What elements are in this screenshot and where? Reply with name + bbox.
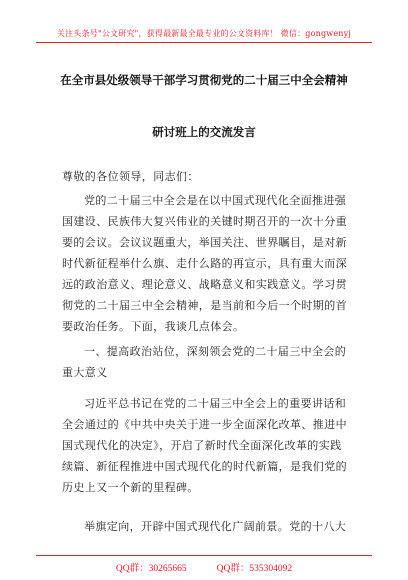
text-line: 彻党的二十届三中全会精神，是当前和今后一个时期的首 [62, 299, 347, 312]
header-banner: 关注头条号"公文研究"，获得最新最全最专业的公文资料库！ 微信：gongwenyj [56, 29, 352, 38]
footer-contact [0, 560, 408, 574]
text-line: 要政治任务。下面，我谈几点体会。 [62, 320, 245, 333]
text-line: 党的二十届三中全会是在以中国式现代化全面推进强 [84, 194, 347, 207]
section-heading-1 [62, 341, 350, 383]
footer-divider [36, 555, 372, 556]
paragraph-section-1 [62, 393, 350, 498]
text-line: 举旗定向，开辟中国式现代化广阔前景。党的十八大 [84, 520, 347, 533]
text-line: 一、提高政治站位，深刻领会党的二十届三中全会的 [84, 345, 347, 358]
footer-qq-group-1: QQ群：30265665 [115, 564, 187, 574]
text-line: 国建设、民族伟大复兴伟业的关键时期召开的一次十分重 [62, 215, 347, 228]
text-line: 远的政治意义、理论意义、战略意义和实践意义。学习贯 [62, 278, 347, 291]
text-line: 续篇、新征程推进中国式现代化的时代新篇，是我们党的 [62, 460, 347, 473]
text-line: 时代新征程举什么旗、走什么路的再宣示，具有重大而深 [62, 257, 347, 270]
salutation: 尊敬的各位领导，同志们： [62, 170, 199, 183]
footer-qq-group-2: QQ群：535304092 [216, 564, 293, 574]
text-line: 全会通过的《中共中央关于进一步全面深化改革、推进中 [62, 418, 347, 431]
text-line: 国式现代化的决定》，开启了新时代全面深化改革的实践 [62, 439, 342, 452]
text-line: 重大意义 [62, 366, 108, 379]
paragraph-section-1-continued [62, 516, 350, 537]
header-divider [36, 42, 372, 43]
document-title-line-1: 在全市县处级领导干部学习贯彻党的二十届三中全会精神 [60, 73, 348, 87]
text-line: 历史上又一个新的里程碑。 [62, 481, 199, 494]
document-title-line-2: 研讨班上的交流发言 [152, 125, 256, 139]
paragraph-intro [62, 190, 350, 337]
text-line: 习近平总书记在党的二十届三中全会上的重要讲话和 [84, 397, 347, 410]
text-line: 要的会议。会议议题重大，举国关注、世界瞩目，是对新 [62, 236, 347, 249]
